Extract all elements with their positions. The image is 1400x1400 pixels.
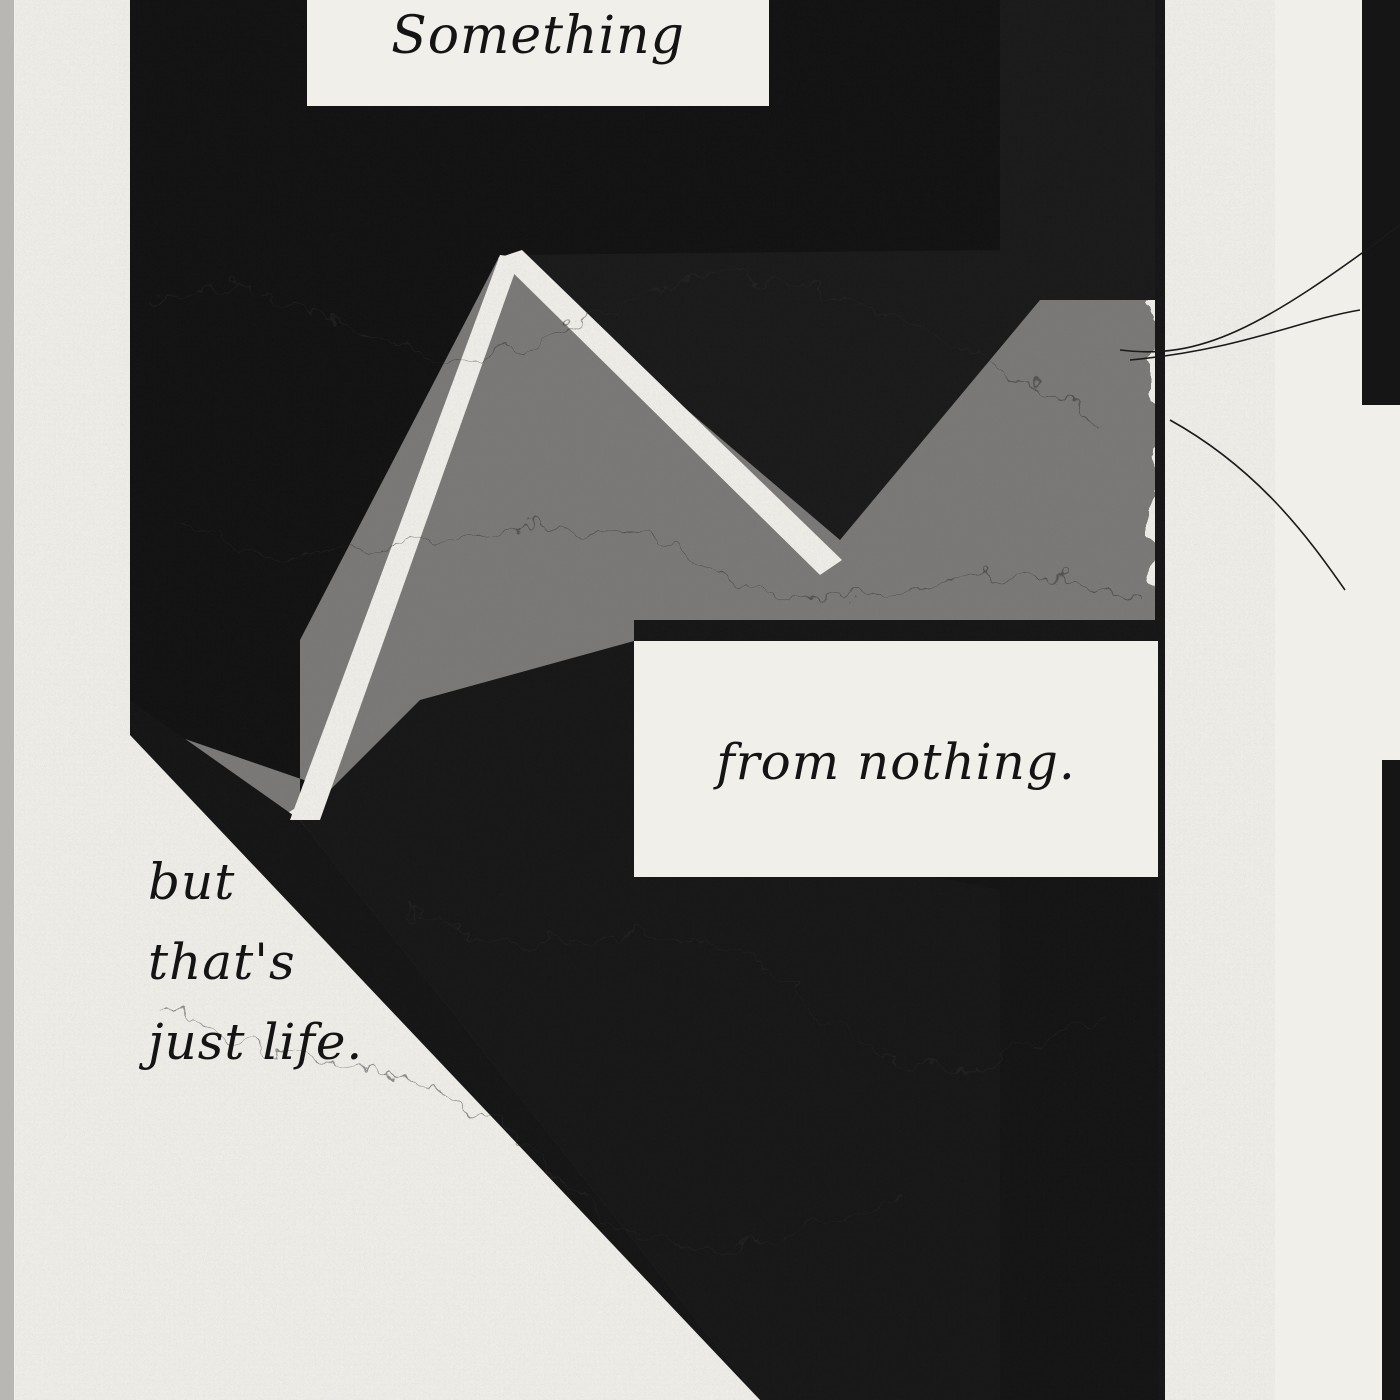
caption-from-nothing: from nothing. bbox=[716, 733, 1076, 791]
board-edge bbox=[0, 0, 14, 1400]
caption-just-life: just life. bbox=[148, 1013, 364, 1071]
caption-side bbox=[148, 842, 428, 1082]
caption-but: but bbox=[148, 853, 236, 911]
caption-something: Something bbox=[391, 6, 685, 66]
caption-box-top bbox=[307, 0, 769, 106]
caption-thats: that's bbox=[148, 933, 296, 991]
caption-box-middle bbox=[634, 641, 1158, 877]
